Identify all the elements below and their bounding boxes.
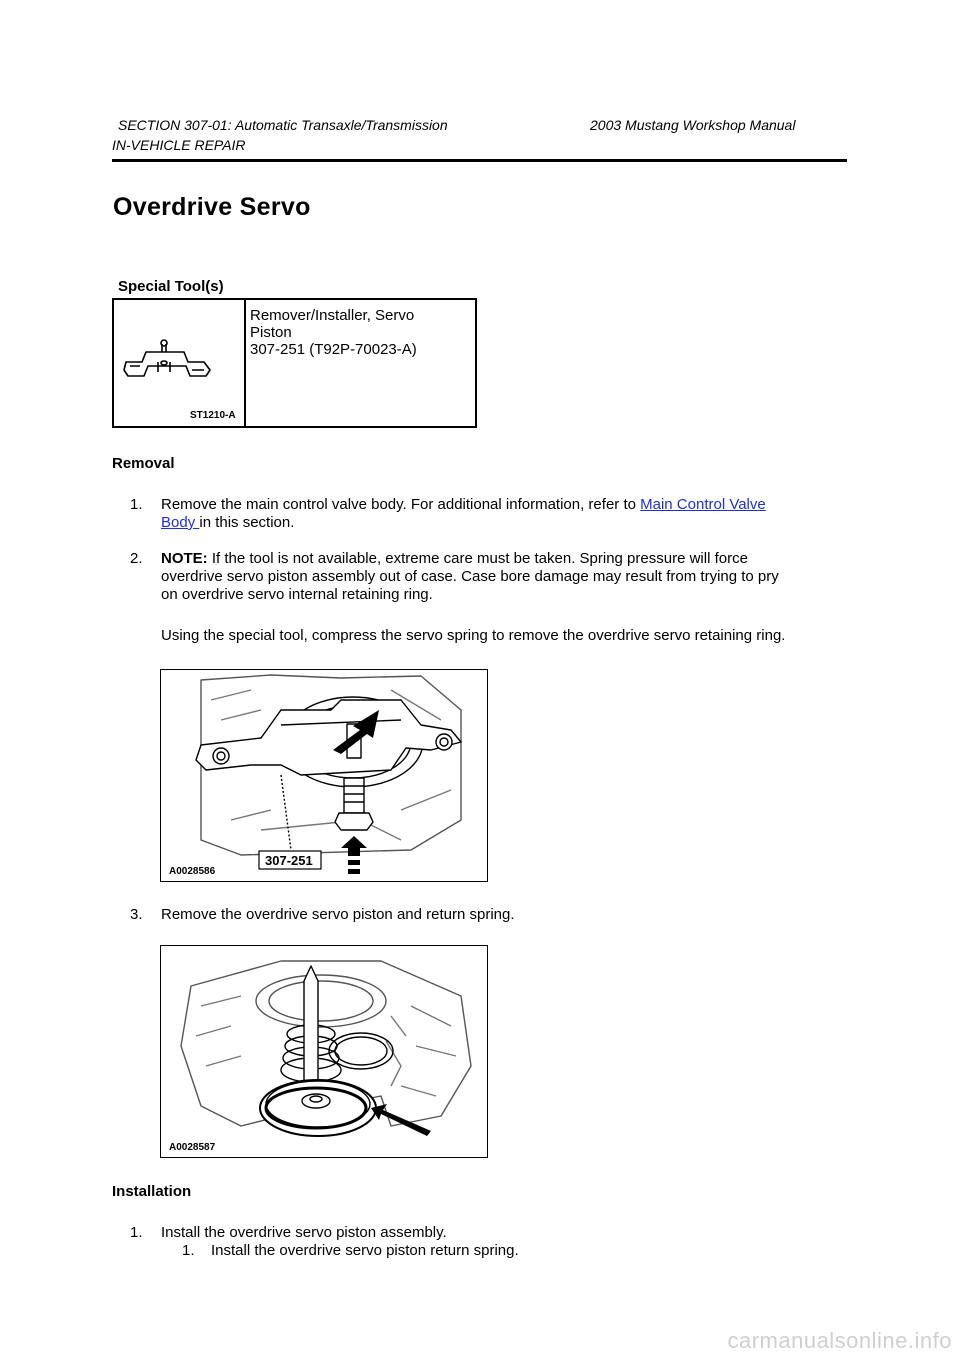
- tool-image-cell: [114, 300, 246, 426]
- removal-step-2-note: [161, 550, 851, 604]
- header-manual: 2003 Mustang Workshop Manual: [590, 117, 796, 133]
- piston-spring-illustration: [161, 946, 487, 1157]
- servo-compression-illustration: [161, 670, 487, 881]
- figure-piston-removal: [160, 945, 488, 1158]
- figure-tool-callout: 307-251: [265, 853, 313, 868]
- tool-name-line1: Remover/Installer, Servo: [250, 307, 415, 324]
- removal-step-1: [161, 496, 851, 532]
- tool-name-line2: Piston: [250, 324, 292, 341]
- special-tools-table: [112, 298, 477, 428]
- installation-step-1-number: 1.: [130, 1224, 143, 1241]
- removal-step-2-number: 2.: [130, 550, 143, 567]
- header-section: SECTION 307-01: Automatic Transaxle/Transmission: [118, 117, 448, 133]
- removal-step-1-text: Remove the main control valve body. For additional information, refer to: [161, 496, 641, 513]
- removal-step-3-text: Remove the overdrive servo piston and return spring.: [161, 906, 515, 923]
- installation-heading: Installation: [112, 1183, 192, 1200]
- installation-step-1-text: Install the overdrive servo piston assembly.: [161, 1224, 447, 1241]
- special-tools-label: Special Tool(s): [118, 278, 224, 295]
- header-subsection: IN-VEHICLE REPAIR: [112, 137, 246, 153]
- servo-tool-illustration: [114, 300, 242, 426]
- removal-step-3-number: 3.: [130, 906, 143, 923]
- header-rule: [112, 159, 847, 162]
- removal-step-1-number: 1.: [130, 496, 143, 513]
- tool-number: 307-251 (T92P-70023-A): [250, 341, 417, 358]
- note-label: NOTE:: [161, 550, 208, 567]
- installation-substep-1-text: Install the overdrive servo piston return spring.: [211, 1242, 519, 1259]
- main-control-valve-body-link-cont[interactable]: Body: [161, 514, 200, 531]
- note-line1: If the tool is not available, extreme care must be taken. Spring pressure will force: [207, 550, 748, 567]
- page-title: Overdrive Servo: [113, 193, 311, 221]
- removal-heading: Removal: [112, 455, 175, 472]
- removal-step-2-instruction: Using the special tool, compress the servo spring to remove the overdrive servo retaining ring.: [161, 627, 786, 644]
- main-control-valve-body-link[interactable]: Main Control Valve: [640, 496, 766, 513]
- note-line3: on overdrive servo internal retaining ring.: [161, 586, 433, 603]
- figure-code: A0028586: [169, 866, 216, 877]
- figure-code-2: A0028587: [169, 1142, 216, 1153]
- installation-substep-1-number: 1.: [182, 1242, 195, 1259]
- figure-retaining-ring-removal: [160, 669, 488, 882]
- tool-image-code: ST1210-A: [190, 410, 236, 421]
- tool-description: [250, 307, 470, 358]
- note-line2: overdrive servo piston assembly out of case. Case bore damage may result from trying to pry: [161, 568, 779, 585]
- watermark: carmanualsonline.info: [727, 1328, 952, 1353]
- removal-step-1-text-after: in this section.: [199, 514, 295, 531]
